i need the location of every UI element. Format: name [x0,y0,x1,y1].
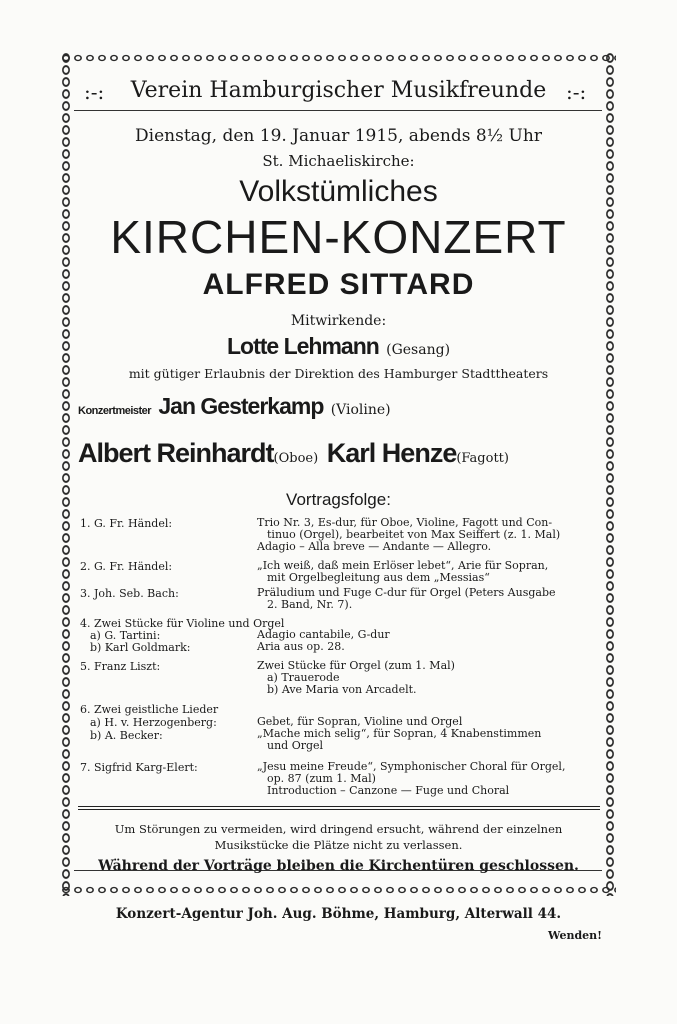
organist-name: ALFRED SITTARD [202,268,475,301]
work-line: 2. Band, Nr. 7). [267,598,353,611]
program-item-6-sub-b: b) A. Becker: [90,729,163,742]
program-end-rule [78,806,600,807]
program-item-3-composer: 3. Joh. Seb. Bach: [80,587,179,600]
work-line: Präludium und Fuge C-dur für Orgel (Peters Ausgabe [257,586,556,599]
work-line: Gebet, für Sopran, Violine und Orgel [257,715,463,728]
performer-2-role: (Violine) [330,402,391,418]
performer-4-name: Karl Henze [326,438,457,468]
work-line: tinuo (Orgel), bearbeitet von Max Seiffert (z. 1. Mal) [267,528,561,541]
program-item-3-work [257,587,556,611]
concert-title: KIRCHEN-KONZERT [110,211,567,263]
header-rule [74,110,602,111]
performer-2-prefix: Konzertmeister [78,405,152,417]
work-line: op. 87 (zum 1. Mal) [267,772,376,785]
venue: St. Michaeliskirche: [262,152,415,170]
program-item-2-work [257,560,548,584]
performers-label: Mitwirkende: [290,313,387,329]
work-line: Zwei Stücke für Orgel (zum 1. Mal) [257,659,455,672]
performer-4-role: (Fagott) [456,451,509,466]
performer-1-name: Lotte Lehmann [226,333,379,359]
border-top [60,52,616,64]
society-name: Verein Hamburgischer Musikfreunde [130,78,547,103]
concert-subtitle: Volkstümliches [239,175,438,208]
program-item-1-work [257,517,560,553]
ornament-right: :-: [566,80,587,104]
program-item-5-composer: 5. Franz Liszt: [80,660,161,673]
work-line: Aria aus op. 28. [257,640,345,653]
program-end-rule-2 [78,809,600,810]
performer-2-name: Jan Gesterkamp [158,393,324,419]
program-item-2-composer: 2. G. Fr. Händel: [80,560,173,573]
ornament-left: :-: [84,80,105,104]
notice-line-1: Um Störungen zu vermeiden, wird dringend ersucht, während der einzelnen [114,822,563,836]
program-heading: Vortragsfolge: [286,490,391,509]
program-item-7-composer: 7. Sigfrid Karg-Elert: [80,761,198,774]
work-line: „Mache mich selig“, für Sopran, 4 Knabenstimmen [257,727,542,740]
work-line: „Ich weiß, daß mein Erlöser lebet“, Arie für Sopran, [257,559,549,572]
work-line: „Jesu meine Freude“, Symphonischer Choral für Orgel, [257,760,566,773]
work-line: b) Ave Maria von Arcadelt. [267,683,417,696]
program-item-6-work [257,716,541,752]
performers-3-4 [78,438,509,469]
program-item-4-sub-b: b) Karl Goldmark: [90,641,191,654]
notice-line-2: Musikstücke die Plätze nicht zu verlassen. [214,838,463,852]
work-line: Trio Nr. 3, Es-dur, für Oboe, Violine, Fagott und Con- [257,516,553,529]
date-line: Dienstag, den 19. Januar 1915, abends 8½ Uhr [135,126,542,146]
performer-2 [78,393,391,420]
program-item-7-work [257,761,565,797]
turn-page-note: Wenden! [548,929,602,942]
agency-line: Konzert-Agentur Joh. Aug. Böhme, Hamburg, Alterwall 44. [115,906,562,922]
work-line: und Orgel [267,739,324,752]
work-line: mit Orgelbegleitung aus dem „Messias“ [267,571,490,584]
program-item-6-sub-a: a) H. v. Herzogenberg: [90,716,217,729]
performer-1-note: mit gütiger Erlaubnis der Direktion des Hamburger Stadttheaters [128,366,549,381]
performer-1 [0,333,677,360]
work-line: a) Trauerode [267,671,340,684]
program-item-5-work [257,660,455,696]
notice-line-3: Während der Vorträge bleiben die Kirchentüren geschlossen. [98,858,579,874]
program-item-4-sub-a: a) G. Tartini: [90,629,161,642]
work-line: Adagio cantabile, G-dur [257,628,390,641]
program-item-4-work [257,629,390,653]
performer-3-role: (Oboe) [273,451,319,466]
performer-1-role: (Gesang) [386,342,451,358]
program-item-1-composer: 1. G. Fr. Händel: [80,517,173,530]
performer-3-name: Albert Reinhardt [78,438,274,468]
program-item-4-composer: 4. Zwei Stücke für Violine und Orgel [80,617,285,630]
border-bottom [60,884,616,896]
work-line: Introduction – Canzone — Fuge und Choral [267,784,510,797]
program-item-6-composer: 6. Zwei geistliche Lieder [80,703,219,716]
work-line: Adagio – Alla breve — Andante — Allegro. [257,540,492,553]
